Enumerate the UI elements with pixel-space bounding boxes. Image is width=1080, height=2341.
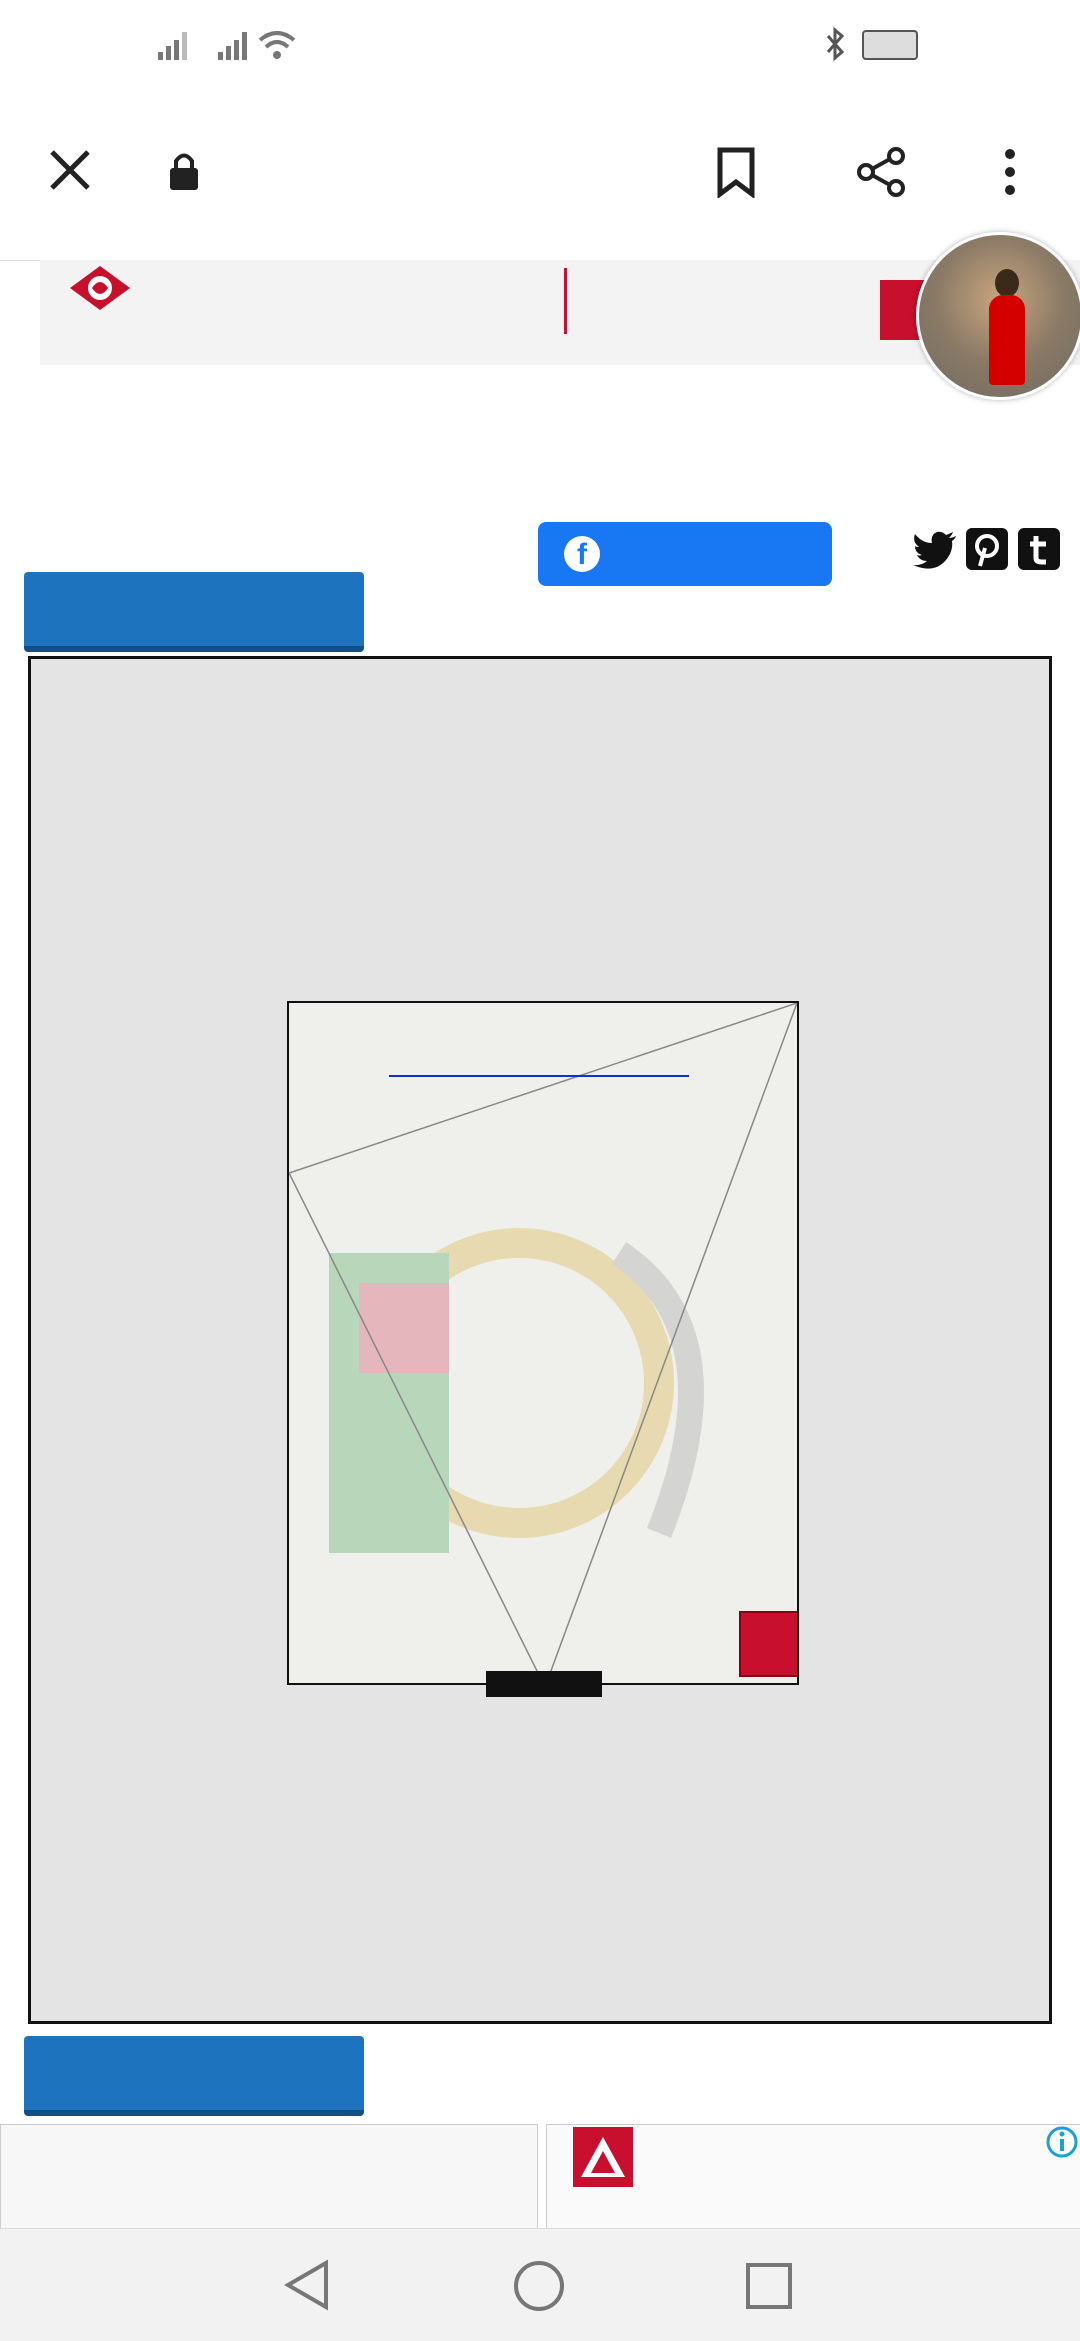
facebook-share-button[interactable] — [538, 522, 832, 586]
close-icon[interactable] — [46, 146, 94, 194]
ad-info-icon[interactable] — [1045, 2125, 1079, 2159]
ups-spec-ad[interactable] — [0, 2124, 538, 2230]
wifi-icon — [258, 28, 296, 62]
united-ad[interactable] — [546, 2124, 1080, 2230]
brand-logo-icon — [68, 264, 132, 312]
advisor-photo[interactable] — [916, 232, 1080, 400]
android-nav-bar — [0, 2228, 1080, 2341]
title-divider — [389, 1075, 689, 1077]
twitter-icon[interactable] — [912, 530, 958, 570]
home-icon[interactable] — [512, 2259, 566, 2313]
tam-hop-lines — [289, 1003, 799, 1685]
facebook-icon: f — [564, 536, 600, 572]
red-seal-icon — [739, 1611, 799, 1677]
signal-icon-2 — [218, 30, 252, 62]
pinterest-icon[interactable] — [966, 528, 1008, 570]
chart-center — [287, 1001, 799, 1685]
download-chart-button-bottom[interactable] — [24, 2036, 364, 2116]
battery-icon — [862, 30, 918, 60]
bluetooth-icon — [824, 26, 846, 62]
download-chart-button-top[interactable] — [24, 572, 364, 652]
tuan-triet-label — [486, 1671, 602, 1697]
banner-divider — [564, 268, 567, 334]
bookmark-icon[interactable] — [716, 146, 756, 198]
recents-icon[interactable] — [744, 2261, 794, 2311]
back-icon[interactable] — [282, 2259, 332, 2311]
more-vert-icon[interactable] — [1002, 146, 1018, 198]
browser-toolbar — [0, 90, 1080, 261]
share-icon[interactable] — [856, 146, 908, 198]
lock-icon — [168, 150, 200, 192]
horoscope-chart — [28, 656, 1052, 2024]
tumblr-icon[interactable] — [1018, 528, 1060, 570]
status-bar — [0, 0, 1080, 90]
signal-icon — [158, 30, 192, 62]
united-logo-icon — [573, 2127, 633, 2187]
